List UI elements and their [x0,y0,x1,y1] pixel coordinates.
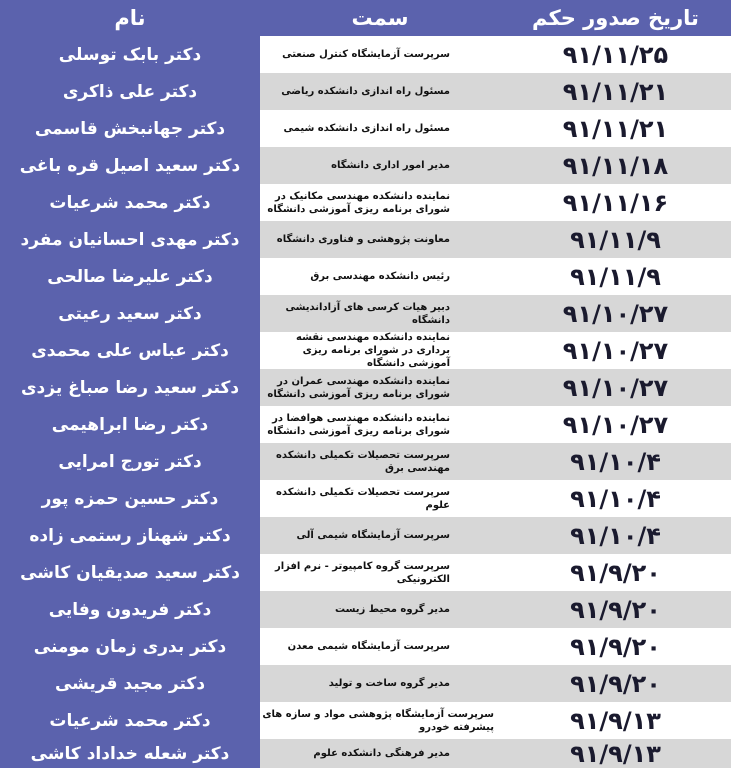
appointment-date: ۹۱/۹/۲۰ [500,554,731,591]
person-name: دکتر سعید رعیتی [58,303,202,324]
person-name: دکتر جهانبخش قاسمی [34,118,226,139]
table-row [0,369,731,406]
position-title: مدیر گروه ساخت و تولید [260,665,500,702]
table-header [0,0,731,36]
table-row [0,73,731,110]
person-name: دکتر مجید قریشی [54,673,206,694]
position-title: معاونت پژوهشی و فناوری دانشگاه [260,221,500,258]
header-name: نام [114,6,146,30]
table-row [0,443,731,480]
person-name: دکتر رضا ابراهیمی [51,414,209,435]
position-title: مسئول راه اندازی دانشکده شیمی [260,110,500,147]
position-title: مدیر فرهنگی دانشکده علوم [260,739,500,768]
person-name: دکتر سعید صدیقیان کاشی [20,562,240,583]
table-row [0,332,731,369]
table-row [0,591,731,628]
person-name: دکتر عباس علی محمدی [31,340,229,361]
table-row [0,36,731,73]
person-name: دکتر شهناز رستمی زاده [29,525,231,546]
appointment-date: ۹۱/۱۰/۲۷ [500,295,731,332]
position-title: نماینده دانشکده مهندسی هوافضا در شورای برنامه ریزی آموزشی دانشگاه [260,406,500,443]
header-date: تاریخ صدور حکم [532,6,699,30]
table-row [0,406,731,443]
position-title: نماینده دانشکده مهندسی نقشه برداری در شورای برنامه ریزی آموزشی دانشگاه [260,332,500,369]
person-name: دکتر محمد شرعیات [49,192,211,213]
appointment-date: ۹۱/۱۱/۲۵ [500,36,731,73]
position-title: سرپرست آزمایشگاه شیمی آلی [260,517,500,554]
appointment-date: ۹۱/۱۰/۴ [500,517,731,554]
person-name: دکتر تورج امرایی [58,451,202,472]
appointment-date: ۹۱/۱۱/۹ [500,258,731,295]
table-row [0,665,731,702]
table-row [0,628,731,665]
person-name: دکتر حسین حمزه پور [41,488,219,509]
position-title: نماینده دانشکده مهندسی عمران در شورای برنامه ریزی آموزشی دانشگاه [260,369,500,406]
person-name: دکتر علی ذاکری [62,81,198,102]
table-row [0,739,731,768]
position-title: سرپرست آزمایشگاه شیمی معدن [260,628,500,665]
appointment-date: ۹۱/۹/۱۳ [500,739,731,768]
table-row [0,295,731,332]
appointment-date: ۹۱/۱۱/۹ [500,221,731,258]
appointment-date: ۹۱/۱۰/۲۷ [500,369,731,406]
table-row [0,480,731,517]
appointment-date: ۹۱/۱۰/۲۷ [500,406,731,443]
person-name: دکتر شعله خداداد کاشی [30,743,230,764]
appointment-date: ۹۱/۱۱/۲۱ [500,73,731,110]
appointment-date: ۹۱/۱۱/۱۸ [500,147,731,184]
appointment-date: ۹۱/۱۰/۲۷ [500,332,731,369]
person-name: دکتر سعید اصیل قره باغی [19,155,241,176]
table-row [0,110,731,147]
position-title: سرپرست گروه کامپیوتر - نرم افزار الکترونیکی [260,554,500,591]
person-name: دکتر فریدون وفایی [48,599,212,620]
appointment-date: ۹۱/۱۱/۲۱ [500,110,731,147]
position-title: رئیس دانشکده مهندسی برق [260,258,500,295]
table-row [0,221,731,258]
table-row [0,147,731,184]
position-title: سرپرست تحصیلات تکمیلی دانشکده علوم [260,480,500,517]
appointment-date: ۹۱/۹/۲۰ [500,665,731,702]
position-title: سرپرست تحصیلات تکمیلی دانشکده مهندسی برق [260,443,500,480]
header-position: سمت [351,6,409,30]
table-row [0,258,731,295]
appointment-date: ۹۱/۹/۲۰ [500,591,731,628]
person-name: دکتر علیرضا صالحی [47,266,213,287]
person-name: دکتر محمد شرعیات [49,710,211,731]
appointment-date: ۹۱/۹/۱۳ [500,702,731,739]
appointment-date: ۹۱/۱۰/۴ [500,480,731,517]
appointment-date: ۹۱/۹/۲۰ [500,628,731,665]
person-name: دکتر مهدی احسانیان مفرد [20,229,240,250]
person-name: دکتر سعید رضا صباغ یزدی [20,377,240,398]
position-title: سرپرست آزمایشگاه کنترل صنعتی [260,36,500,73]
position-title: مدیر گروه محیط زیست [260,591,500,628]
table-row [0,702,731,739]
table-row [0,517,731,554]
person-name: دکتر بدری زمان مومنی [33,636,227,657]
appointment-date: ۹۱/۱۰/۴ [500,443,731,480]
position-title: مدیر امور اداری دانشگاه [260,147,500,184]
person-name: دکتر بابک توسلی [58,44,202,65]
table-row [0,554,731,591]
position-title: دبیر هیات کرسی های آزاداندیشی دانشگاه [260,295,500,332]
position-title: سرپرست آزمایشگاه پژوهشی مواد و سازه های پیشرفته خودرو [260,702,500,739]
table-row [0,184,731,221]
position-title: مسئول راه اندازی دانشکده ریاضی [260,73,500,110]
position-title: نماینده دانشکده مهندسی مکانیک در شورای برنامه ریزی آموزشی دانشگاه [260,184,500,221]
appointment-date: ۹۱/۱۱/۱۶ [500,184,731,221]
